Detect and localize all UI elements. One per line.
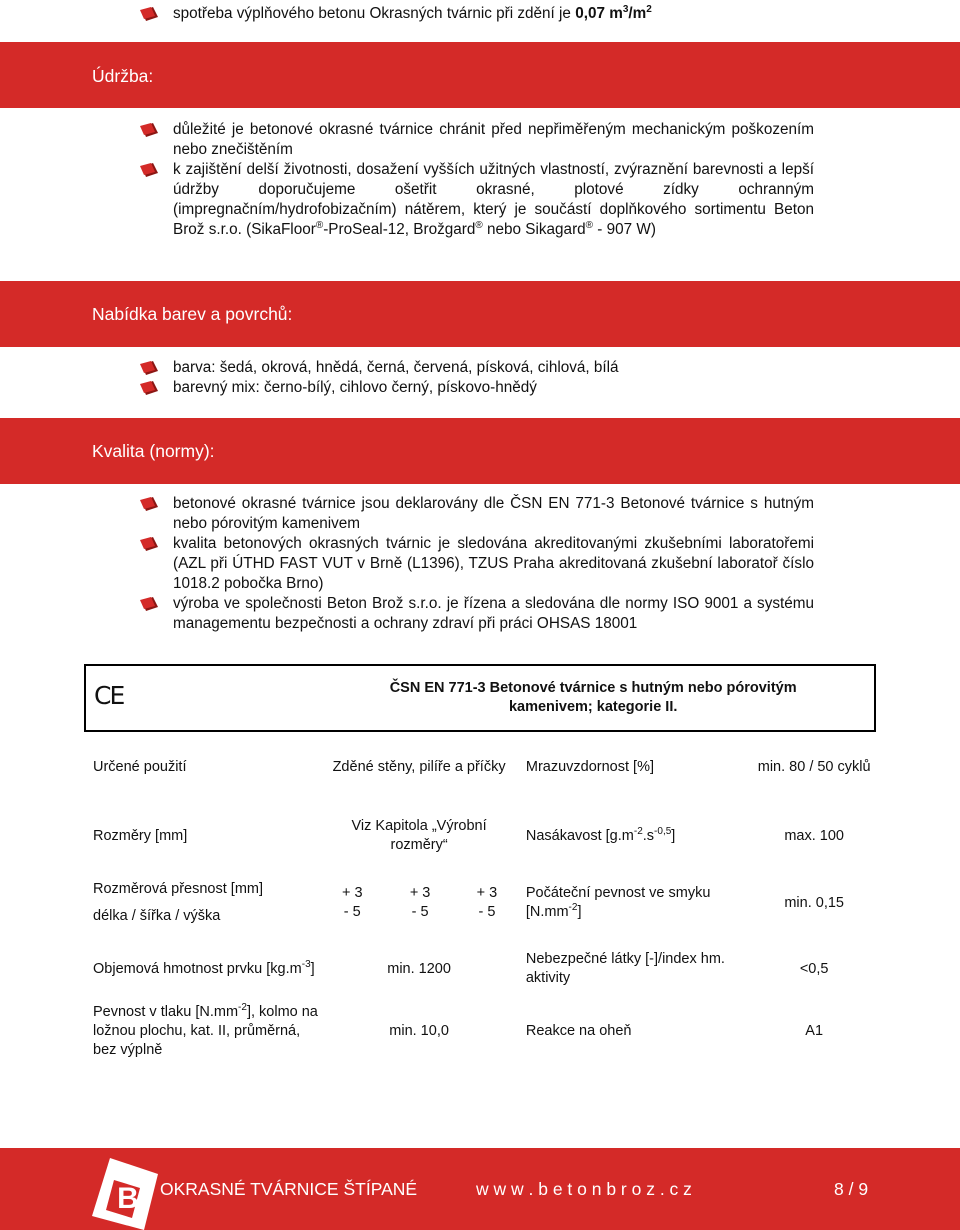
table-header: ČSN EN 771-3 Betonové tvárnice s hutným nebo pórovitým kamenivem; kategorie II. [318, 665, 875, 731]
page-number: 8 / 9 [834, 1179, 869, 1199]
bullet-icon [140, 123, 158, 137]
table-row: Rozměrová přesnost [mm] délka / šířka / výška + 3 - 5 + 3 - 5 + 3 - 5 Počáteční pevnost ve smyku $[N.mm^{-2}]$ min. 0,15 [93, 881, 844, 924]
consumption-text: spotřeba výplňového betonu Okrasných tvárnic při zdění je [173, 5, 576, 22]
properties-table [84, 664, 876, 1061]
table-row: Rozměry [mm] Viz Kapitola „Výrobní rozměry“ Nasákavost $[g.m^{-2}.s^{-0,5}]$ max. 100 [93, 818, 844, 853]
list-item: barevný mix: černo-bílý, cihlovo černý, pískovo-hnědý [138, 378, 814, 398]
top-line [138, 4, 814, 24]
bullet-icon [140, 497, 158, 511]
footer-website-link[interactable]: w w w . b e t o n b r o z . c z [476, 1179, 692, 1199]
ce-mark-cell [85, 665, 318, 731]
logo-letter: B [117, 1182, 139, 1215]
ce-mark-icon: CE [94, 681, 124, 710]
section-title-udrzba: Údržba: [92, 66, 154, 86]
list-item: důležité je betonové okrasné tvárnice chránit před nepřiměřeným mechanickým poškozením nebo znečištěním [138, 120, 814, 160]
list-item: výroba ve společnosti Beton Brož s.r.o. je řízena a sledována dle normy ISO 9001 a systému managementu bezpečnosti a ochrany zdraví při práci OHSAS 18001 [138, 594, 814, 634]
bullet-icon [140, 597, 158, 611]
bullet-icon [140, 381, 158, 395]
list-item: k zajištění delší životnosti, dosažení vyšších užitných vlastností, zvýraznění barevnosti a lepší údržby doporučujeme ošetřit okrasné, plotové zídky ochranným (impregnačním/hydrofobizačním) nátěrem, který je součástí doplňkového sortimentu Beton Brož s.r.o. (SikaFloor®-ProSeal-12, Brožgard® nebo Sikagard® - 907 W) [138, 160, 814, 240]
kvalita-list [138, 494, 814, 634]
nabidka-list [138, 358, 814, 398]
table-row: Pevnost v tlaku $[N.mm^{-2}]$, kolmo na ložnou plochu, kat. II, průměrná, bez výplně min. 10,0 Reakce na oheň A1 [93, 1001, 824, 1058]
section-title-nabidka: Nabídka barev a povrchů: [92, 304, 293, 324]
bullet-icon [140, 537, 158, 551]
list-item: spotřeba výplňového betonu Okrasných tvárnic při zdění je 0,07 $m^3/m^2$ [138, 4, 814, 24]
footer-title: OKRASNÉ TVÁRNICE ŠTÍPANÉ [160, 1179, 418, 1199]
consumption-value: 0,07 m [575, 5, 623, 22]
bullet-icon [140, 163, 158, 177]
list-item: betonové okrasné tvárnice jsou deklarovány dle ČSN EN 771-3 Betonové tvárnice s hutným nebo pórovitým kamenivem [138, 494, 814, 534]
list-item: kvalita betonových okrasných tvárnic je sledována akreditovanými zkušebními laboratořemi (AZL při ÚTHD FAST VUT v Brně (L1396), TZUS Praha akreditovaná zkušební laboratoř číslo 1018.2 pobočka Brno) [138, 534, 814, 594]
udrzba-list [138, 120, 814, 240]
bullet-icon [140, 7, 158, 21]
table-row: Určené použití Zděné stěny, pilíře a příčky Mrazuvzdornost [%] min. 80 / 50 cyklů [93, 759, 871, 775]
bullet-icon [140, 361, 158, 375]
list-item: barva: šedá, okrová, hnědá, černá, červená, písková, cihlová, bílá [138, 358, 814, 378]
section-title-kvalita: Kvalita (normy): [92, 441, 215, 461]
table-header-row [85, 665, 875, 731]
table-row: Objemová hmotnost prvku $[kg.m^{-3}]$ min. 1200 Nebezpečné látky [-]/index hm. aktivity <0,5 [93, 951, 829, 986]
beton-broz-logo [92, 1158, 158, 1230]
